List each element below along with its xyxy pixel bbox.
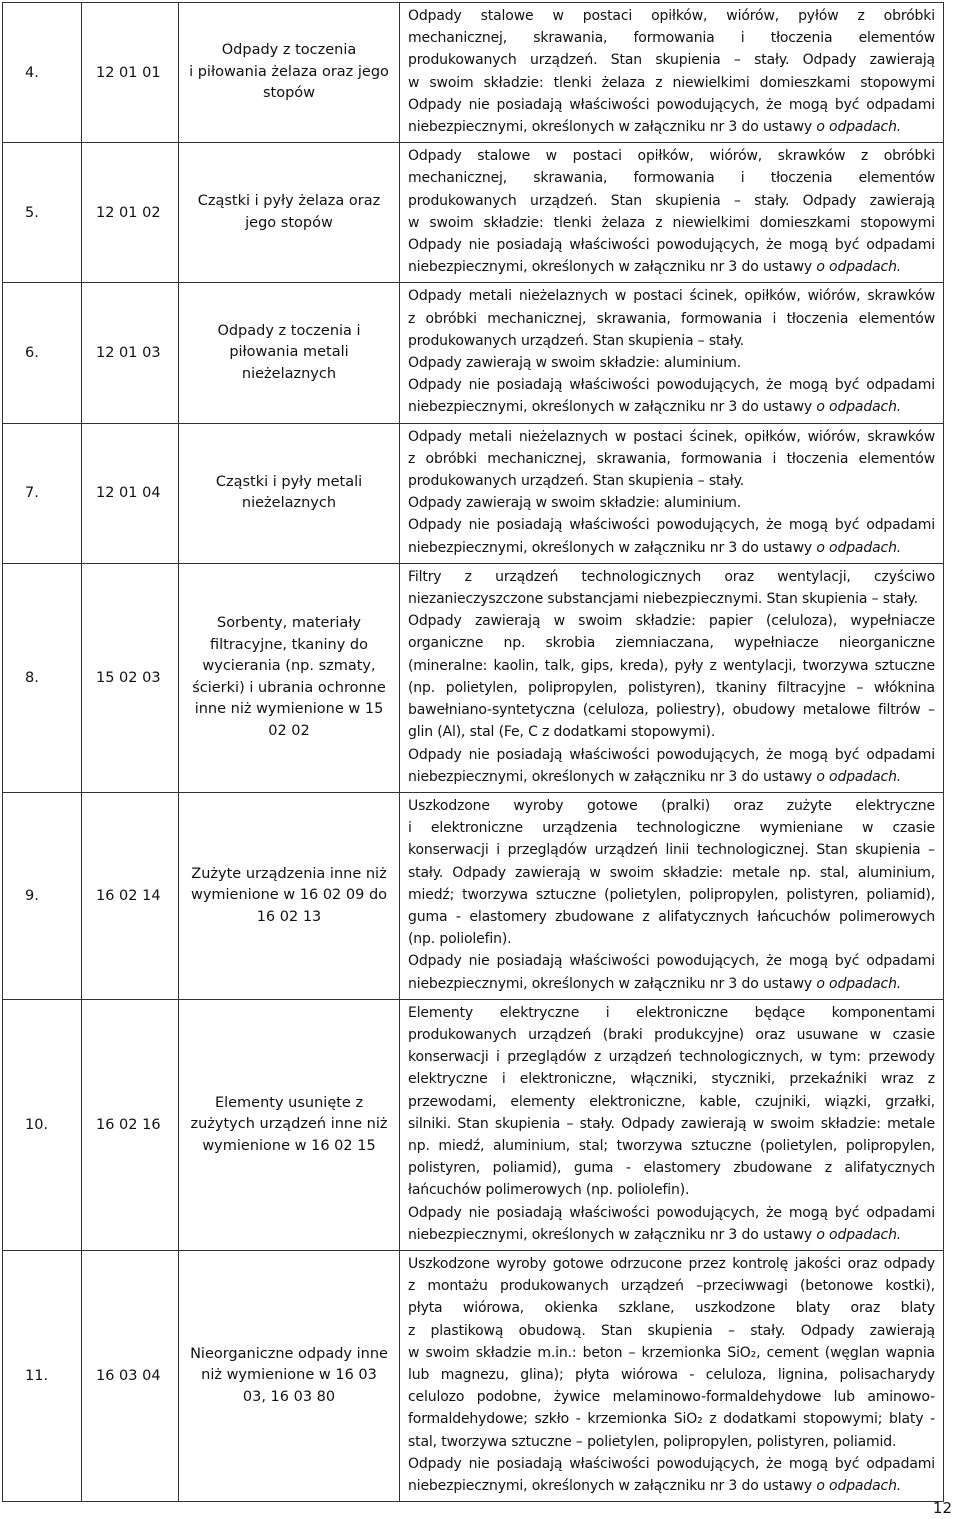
description-line: np. miedź, aluminium, stal; tworzywa sztuczne (polietylen, polipropylen,: [408, 1137, 935, 1154]
description-line: Elementy elektryczne i elektroniczne będące komponentami: [408, 1004, 935, 1021]
waste-name: Sorbenty, materiały filtracyjne, tkaniny do wycierania (np. szmaty, ścierki) i ubrania ochronne inne niż wymienione w 15 02 02: [179, 563, 400, 792]
row-number: 7.: [3, 423, 82, 563]
description-line: z plastikową obudową. Stan skupienia – stały. Odpady zawierają: [408, 1322, 935, 1339]
waste-code: 12 01 04: [82, 423, 179, 563]
waste-name: Cząstki i pyły metali nieżelaznych: [179, 423, 400, 563]
description-line: silniki. Stan skupienia – stały. Odpady zawierają w swoim składzie: metale: [408, 1115, 935, 1132]
description-line: Odpady nie posiadają właściwości powodujących, że mogą być odpadami: [408, 746, 935, 763]
table-row: [3, 143, 944, 283]
description-line: w swoim składzie m.in.: beton – krzemionka SiO₂, cement (węglan wapnia: [408, 1344, 935, 1361]
description-line: niebezpiecznymi, określonych w załączniku nr 3 do ustawy o odpadach.: [408, 1226, 902, 1243]
description-line: stal, tworzywa sztuczne – polietylen, polipropylen, polistyren, poliamid.: [408, 1433, 897, 1450]
waste-name: Elementy usunięte z zużytych urządzeń inne niż wymienione w 16 02 15: [179, 999, 400, 1250]
description-line: z obróbki mechanicznej, skrawania, formowania i tłoczenia elementów: [408, 450, 935, 467]
description-line: produkowanych urządzeń. Stan skupienia – stały.: [408, 473, 745, 490]
description-line: Odpady metali nieżelaznych w postaci ścinek, opiłków, wiórów, skrawków: [408, 288, 935, 305]
description-line: (np. poliolefin).: [408, 931, 512, 948]
description-line: produkowanych urządzeń. Stan skupienia – stały. Odpady zawierają: [408, 52, 935, 69]
waste-description: [400, 143, 944, 283]
page-number: 12: [932, 1499, 952, 1517]
description-line: w swoim składzie: tlenki żelaza z niewielkimi domieszkami stopowymi: [408, 214, 935, 231]
description-line: (np. polietylen, polipropylen, polistyren), tkaniny filtracyjne – włóknina: [408, 679, 935, 696]
waste-code: 16 02 16: [82, 999, 179, 1250]
waste-code: 16 02 14: [82, 792, 179, 999]
table-row: [3, 283, 944, 423]
description-line: niebezpiecznymi, określonych w załączniku nr 3 do ustawy o odpadach.: [408, 539, 902, 556]
waste-description: [400, 1250, 944, 1501]
waste-description: [400, 999, 944, 1250]
description-line: Odpady nie posiadają właściwości powodujących, że mogą być odpadami: [408, 953, 935, 970]
waste-code: 16 03 04: [82, 1250, 179, 1501]
description-line: formaldehydowe; szkło - krzemionka SiO₂ z dodatkami stopowymi; blaty -: [408, 1411, 935, 1428]
law-title: o odpadach.: [816, 539, 902, 556]
law-title: o odpadach.: [816, 119, 902, 136]
table-row: [3, 3, 944, 143]
description-line: stały. Odpady zawierają w swoim składzie: metale np. stal, aluminium,: [408, 864, 935, 881]
waste-code: 12 01 03: [82, 283, 179, 423]
waste-description: [400, 283, 944, 423]
description-line: Odpady nie posiadają właściwości powodujących, że mogą być odpadami: [408, 96, 935, 113]
description-line: Uszkodzone wyroby gotowe odrzucone przez kontrolę jakości oraz odpady: [408, 1255, 935, 1272]
waste-code: 12 01 02: [82, 143, 179, 283]
description-line: niebezpiecznymi, określonych w załączniku nr 3 do ustawy o odpadach.: [408, 399, 902, 416]
waste-code: 15 02 03: [82, 563, 179, 792]
description-line: glin (Al), stal (Fe, C z dodatkami stopowymi).: [408, 724, 716, 741]
row-number: 8.: [3, 563, 82, 792]
description-line: płyta wiórowa, okienka szklane, uszkodzone blaty oraz blaty: [408, 1300, 935, 1317]
description-line: Odpady zawierają w swoim składzie: papier (celuloza), wypełniacze: [408, 613, 935, 630]
description-line: Odpady zawierają w swoim składzie: aluminium.: [408, 495, 742, 512]
description-line: i elektroniczne urządzenia technologiczne wymieniane w czasie: [408, 820, 935, 837]
waste-description: [400, 3, 944, 143]
description-line: bawełniano-syntetyczna (celuloza, poliestry), obudowy metalowe filtrów –: [408, 702, 935, 719]
description-line: mechanicznej, skrawania, formowania i tłoczenia elementów: [408, 170, 935, 187]
description-line: niebezpiecznymi, określonych w załączniku nr 3 do ustawy o odpadach.: [408, 259, 902, 276]
waste-table: [2, 2, 944, 1502]
description-line: Odpady zawierają w swoim składzie: aluminium.: [408, 355, 742, 372]
waste-code: 12 01 01: [82, 3, 179, 143]
description-line: celulozo podobne, żywice melaminowo-formaldehydowe lub aminowo-: [408, 1389, 935, 1406]
description-line: Odpady nie posiadają właściwości powodujących, że mogą być odpadami: [408, 517, 935, 534]
waste-description: [400, 563, 944, 792]
law-title: o odpadach.: [816, 975, 902, 992]
description-line: Odpady stalowe w postaci opiłków, wiórów, skrawków z obróbki: [408, 148, 935, 165]
description-line: niezanieczyszczone substancjami niebezpiecznymi. Stan skupienia – stały.: [408, 591, 918, 608]
table-row: [3, 423, 944, 563]
description-line: niebezpiecznymi, określonych w załączniku nr 3 do ustawy o odpadach.: [408, 119, 902, 136]
description-line: mechanicznej, skrawania, formowania i tłoczenia elementów: [408, 30, 935, 47]
description-line: Uszkodzone wyroby gotowe (pralki) oraz zużyte elektryczne: [408, 797, 935, 814]
description-line: Filtry z urządzeń technologicznych oraz wentylacji, czyściwo: [408, 568, 935, 585]
description-line: konserwacji i przeglądów z urządzeń technologicznych, w tym: przewody: [408, 1049, 935, 1066]
row-number: 10.: [3, 999, 82, 1250]
waste-name: Odpady z toczenia i piłowania metali nieżelaznych: [179, 283, 400, 423]
description-line: (mineralne: kaolin, talk, gips, kreda), pyły z wentylacji, tworzywa sztuczne: [408, 657, 935, 674]
waste-description: [400, 792, 944, 999]
description-line: niebezpiecznymi, określonych w załączniku nr 3 do ustawy o odpadach.: [408, 975, 902, 992]
row-number: 4.: [3, 3, 82, 143]
description-line: w swoim składzie: tlenki żelaza z niewielkimi domieszkami stopowymi: [408, 74, 935, 91]
table-row: [3, 999, 944, 1250]
table-row: [3, 563, 944, 792]
law-title: o odpadach.: [816, 1478, 902, 1494]
waste-name: Cząstki i pyły żelaza oraz jego stopów: [179, 143, 400, 283]
description-line: Odpady nie posiadają właściwości powodujących, że mogą być odpadami: [408, 1204, 935, 1221]
description-line: Odpady metali nieżelaznych w postaci ścinek, opiłków, wiórów, skrawków: [408, 428, 935, 445]
law-title: o odpadach.: [816, 1226, 902, 1243]
description-line: Odpady stalowe w postaci opiłków, wiórów, pyłów z obróbki: [408, 8, 935, 24]
row-number: 9.: [3, 792, 82, 999]
description-line: produkowanych urządzeń. Stan skupienia – stały. Odpady zawierają: [408, 192, 935, 209]
description-line: konserwacji i przeglądów urządzeń linii technologicznej. Stan skupienia –: [408, 842, 935, 859]
description-line: Odpady nie posiadają właściwości powodujących, że mogą być odpadami: [408, 377, 935, 394]
description-line: organiczne np. skrobia ziemniaczana, wypełniacze nieorganiczne: [408, 635, 935, 652]
table-row: [3, 792, 944, 999]
row-number: 5.: [3, 143, 82, 283]
description-line: niebezpiecznymi, określonych w załączniku nr 3 do ustawy o odpadach.: [408, 1478, 902, 1494]
waste-name: Zużyte urządzenia inne niż wymienione w 16 02 09 do 16 02 13: [179, 792, 400, 999]
description-line: produkowanych urządzeń. Stan skupienia – stały.: [408, 332, 745, 349]
description-line: Odpady nie posiadają właściwości powodujących, że mogą być odpadami: [408, 237, 935, 254]
description-line: polistyren, poliamid), guma - elastomery zbudowane z alifatycznych: [408, 1160, 935, 1177]
law-title: o odpadach.: [816, 768, 902, 785]
table-row: [3, 1250, 944, 1501]
waste-name: Nieorganiczne odpady inne niż wymienione w 16 03 03, 16 03 80: [179, 1250, 400, 1501]
description-line: Odpady nie posiadają właściwości powodujących, że mogą być odpadami: [408, 1455, 935, 1472]
description-line: guma - elastomery zbudowane z alifatycznych łańcuchów polimerowych: [408, 908, 935, 925]
description-line: łańcuchów polimerowych (np. poliolefin).: [408, 1182, 690, 1199]
description-line: produkowanych urządzeń (braki produkcyjne) oraz usuwane w czasie: [408, 1026, 935, 1043]
law-title: o odpadach.: [816, 399, 902, 416]
description-line: przewodami, elementy elektroniczne, kable, czujniki, wiązki, grzałki,: [408, 1093, 935, 1110]
waste-name: Odpady z toczenia i piłowania żelaza oraz jego stopów: [179, 3, 400, 143]
waste-description: [400, 423, 944, 563]
description-line: elektryczne i elektroniczne, włączniki, styczniki, przekaźniki wraz z: [408, 1071, 935, 1088]
row-number: 11.: [3, 1250, 82, 1501]
law-title: o odpadach.: [816, 259, 902, 276]
row-number: 6.: [3, 283, 82, 423]
description-line: niebezpiecznymi, określonych w załączniku nr 3 do ustawy o odpadach.: [408, 768, 902, 785]
description-line: miedź; tworzywa sztuczne (polietylen, polipropylen, polistyren, poliamid),: [408, 886, 935, 903]
description-line: z montażu produkowanych urządzeń –przeciwwagi (betonowe kostki),: [408, 1278, 935, 1295]
description-line: z obróbki mechanicznej, skrawania, formowania i tłoczenia elementów: [408, 310, 935, 327]
description-line: lub magnezu, glina); płyta wiórowa - celuloza, lignina, polisacharydy: [408, 1366, 935, 1383]
